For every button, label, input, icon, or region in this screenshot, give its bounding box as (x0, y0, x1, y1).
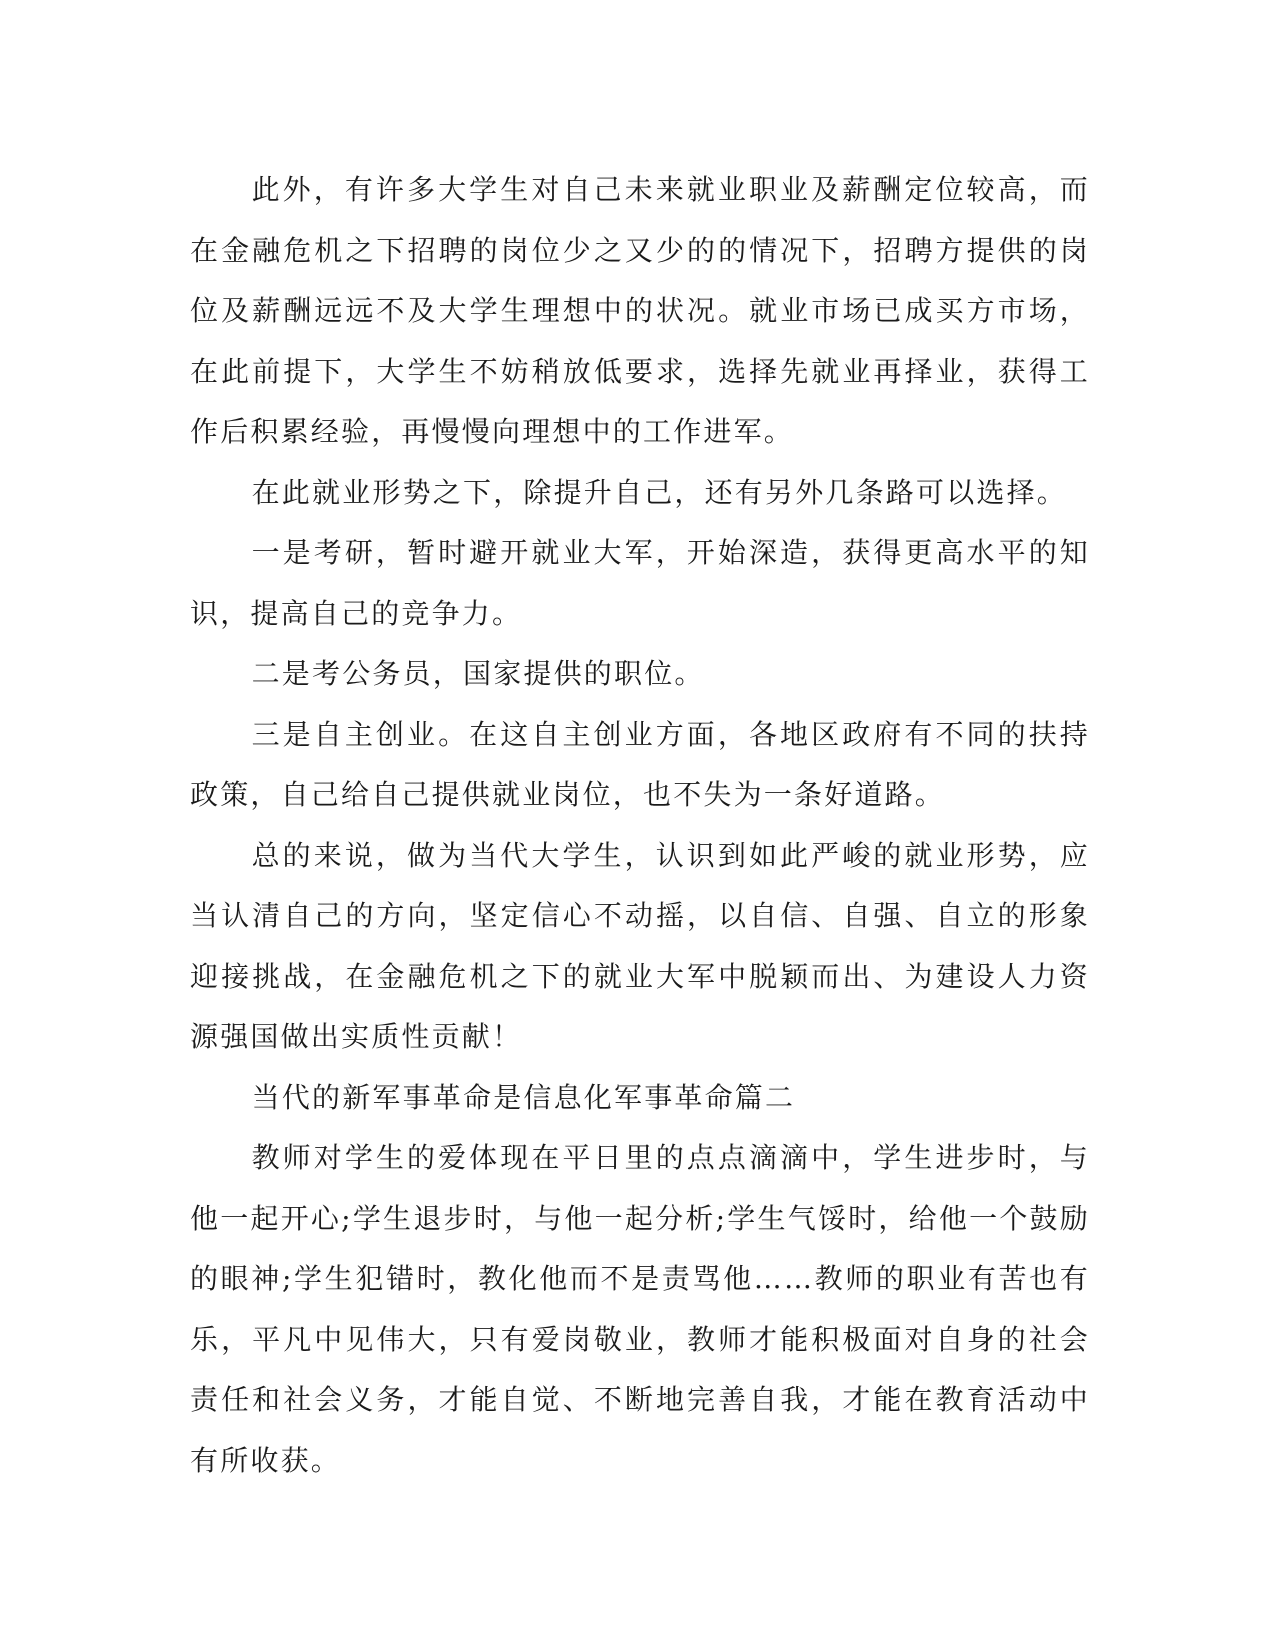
paragraph-other-paths-intro: 在此就业形势之下，除提升自己，还有另外几条路可以选择。 (251, 475, 1067, 509)
paragraph-teacher-love: 教师对学生的爱体现在平日里的点点滴滴中，学生进步时，与他一起开心;学生退步时，与他一起分析;学生气馁时，给他一个鼓励的眼神;学生犯错时，教化他而不是责骂他……教师的职业有苦也有乐，平凡中见伟大，只有爱岗敬业，教师才能积极面对自身的社会责任和社会义务，才能自觉、不断地完善自我，才能在教育活动中有所收获。 (190, 1141, 1090, 1477)
document-body (190, 160, 1090, 1491)
paragraph-option-civil-service: 二是考公务员，国家提供的职位。 (251, 657, 705, 690)
paragraph-option-entrepreneurship: 三是自主创业。在这自主创业方面，各地区政府有不同的扶持政策，自己给自己提供就业岗位，也不失为一条好道路。 (190, 717, 1090, 811)
paragraph-conclusion: 总的来说，做为当代大学生，认识到如此严峻的就业形势，应当认清自己的方向，坚定信心不动摇，以自信、自强、自立的形象迎接挑战，在金融危机之下的就业大军中脱颖而出、为建设人力资源强国做出实质性贡献！ (190, 838, 1090, 1053)
paragraph-option-postgraduate: 一是考研，暂时避开就业大军，开始深造，获得更高水平的知识，提高自己的竞争力。 (190, 536, 1090, 630)
paragraph-expectations: 此外，有许多大学生对自己未来就业职业及薪酬定位较高，而在金融危机之下招聘的岗位少之又少的的情况下，招聘方提供的岗位及薪酬远远不及大学生理想中的状况。就业市场已成买方市场，在此前提下，大学生不妨稍放低要求，选择先就业再择业，获得工作后积累经验，再慢慢向理想中的工作进军。 (190, 173, 1090, 448)
section-heading: 当代的新军事革命是信息化军事革命篇二 (251, 1080, 796, 1114)
